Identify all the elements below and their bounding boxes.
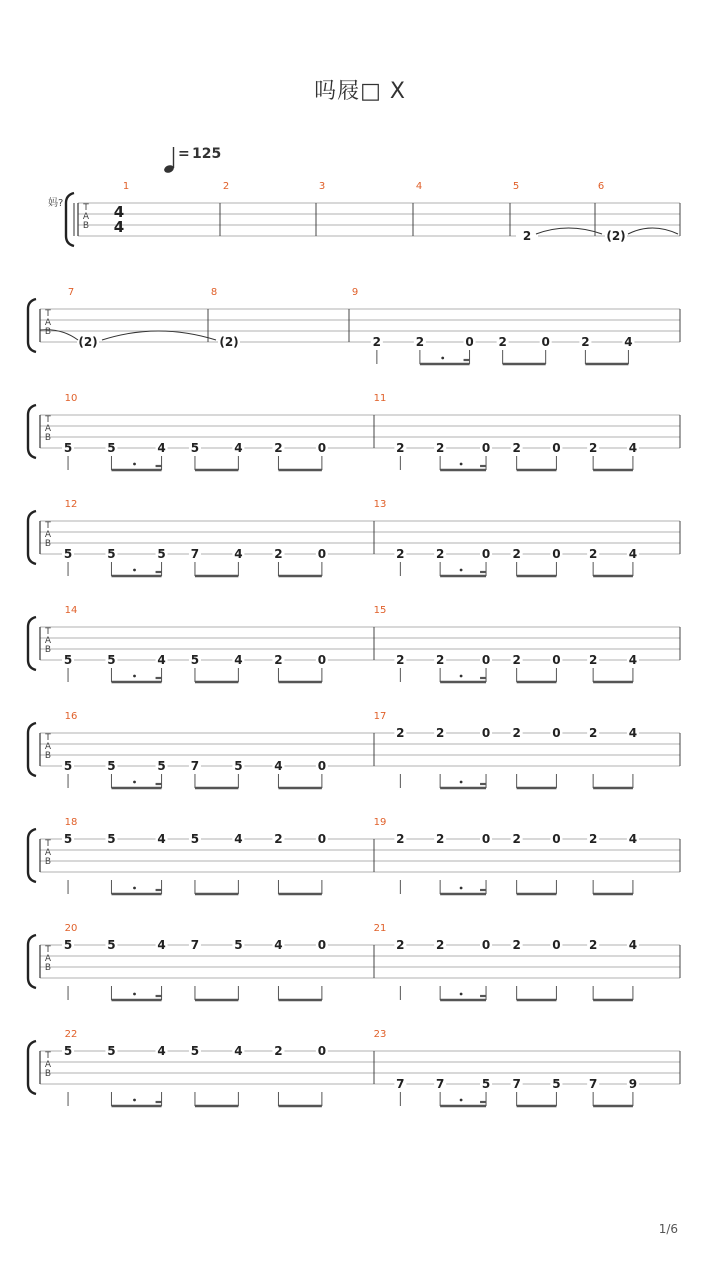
tab-fret-number: 0 xyxy=(317,759,327,773)
tab-fret-number: 2 xyxy=(435,653,445,667)
tempo-bpm: 125 xyxy=(192,146,222,162)
tab-clef-letter: B xyxy=(44,327,52,337)
tempo-equals: = xyxy=(178,146,190,162)
tab-fret-number: 5 xyxy=(63,759,73,773)
tab-clef-letter: T xyxy=(45,309,51,319)
tab-fret-number: 5 xyxy=(63,1044,73,1058)
tab-fret-number: 0 xyxy=(481,832,491,846)
tab-fret-number: 5 xyxy=(63,938,73,952)
tab-fret-number: 0 xyxy=(552,547,561,561)
tab-fret-number: 4 xyxy=(274,938,283,952)
tab-fret-number: 5 xyxy=(107,441,116,455)
tab-fret-number: 2 xyxy=(588,938,598,952)
rhythm-dot xyxy=(460,675,463,678)
tab-fret-number: 4 xyxy=(628,726,638,740)
measure-number: 16 xyxy=(64,711,78,722)
tab-clef-letter: T xyxy=(45,415,51,425)
tab-fret-number: 2 xyxy=(512,832,521,846)
rhythm-dot xyxy=(133,887,136,890)
measure-number: 7 xyxy=(67,287,75,298)
tab-fret-number: 2 xyxy=(274,832,283,846)
measure-number: 3 xyxy=(318,181,326,192)
tab-fret-number: 5 xyxy=(107,759,116,773)
tab-fret-number: 2 xyxy=(274,1044,283,1058)
tab-fret-number: 4 xyxy=(628,938,638,952)
measure-number: 6 xyxy=(597,181,605,192)
tab-fret-number: 0 xyxy=(481,653,491,667)
tab-fret-number: 2 xyxy=(435,832,445,846)
tab-fret-number: 0 xyxy=(317,832,327,846)
measure-number: 2 xyxy=(222,181,230,192)
tab-fret-number: 0 xyxy=(481,726,491,740)
tab-fret-number: 2 xyxy=(396,441,405,455)
tab-fret-number: 2 xyxy=(415,335,425,349)
rhythm-dot xyxy=(133,675,136,678)
rhythm-dot xyxy=(133,1099,136,1102)
tab-clef-letter: B xyxy=(44,433,52,443)
tab-fret-number: 0 xyxy=(552,441,561,455)
tab-fret-number: 9 xyxy=(628,1077,638,1091)
tab-fret-number: 4 xyxy=(157,441,166,455)
tab-fret-number: 2 xyxy=(512,726,521,740)
tab-clef-letter: B xyxy=(44,751,52,761)
tab-fret-number: 5 xyxy=(63,832,73,846)
tab-fret-number: 7 xyxy=(588,1077,598,1091)
tab-fret-number: 2 xyxy=(435,441,445,455)
tab-fret-number: 5 xyxy=(63,441,73,455)
measure-number: 11 xyxy=(373,393,387,404)
tab-clef-letter: A xyxy=(44,954,52,964)
tab-clef-letter: A xyxy=(44,318,52,328)
tab-fret-number: 2 xyxy=(396,547,405,561)
tab-fret-number: (2) xyxy=(606,229,626,243)
tab-fret-number: 2 xyxy=(396,653,405,667)
tab-fret-number: 2 xyxy=(588,653,598,667)
system-bracket xyxy=(28,511,36,564)
tab-fret-number: 5 xyxy=(107,832,116,846)
measure-number: 21 xyxy=(373,923,387,934)
tab-clef-letter: B xyxy=(44,963,52,973)
measure-number: 8 xyxy=(210,287,218,298)
system-bracket xyxy=(28,829,36,882)
measure-number: 23 xyxy=(373,1029,387,1040)
rhythm-dot xyxy=(460,781,463,784)
song-title: 吗屐□ X xyxy=(314,79,406,104)
tab-fret-number: 2 xyxy=(372,335,382,349)
tab-fret-number: 4 xyxy=(628,653,638,667)
tab-fret-number: 2 xyxy=(522,229,532,243)
tab-fret-number: 2 xyxy=(435,547,445,561)
system-bracket xyxy=(28,935,36,988)
tab-fret-number: 2 xyxy=(512,547,521,561)
tab-clef-letter: T xyxy=(45,839,51,849)
tab-fret-number: 5 xyxy=(481,1077,491,1091)
tab-fret-number: 2 xyxy=(512,441,521,455)
rhythm-dot xyxy=(133,569,136,572)
rhythm-dot xyxy=(133,993,136,996)
rhythm-dot xyxy=(441,357,444,360)
tab-fret-number: 5 xyxy=(190,441,200,455)
rhythm-dot xyxy=(460,463,463,466)
tab-fret-number: 0 xyxy=(481,441,491,455)
tab-clef-letter: T xyxy=(45,521,51,531)
tab-clef-letter: T xyxy=(45,945,51,955)
rhythm-dot xyxy=(133,781,136,784)
tab-fret-number: 5 xyxy=(234,759,243,773)
tab-fret-number: 0 xyxy=(552,726,561,740)
tab-fret-number: 4 xyxy=(234,547,243,561)
tab-clef-letter: B xyxy=(44,1069,52,1079)
measure-number: 1 xyxy=(122,181,130,192)
tab-fret-number: 4 xyxy=(157,938,166,952)
tab-clef-letter: T xyxy=(45,627,51,637)
tab-fret-number: 5 xyxy=(107,653,116,667)
tab-fret-number: 2 xyxy=(581,335,590,349)
tab-fret-number: 7 xyxy=(396,1077,405,1091)
tab-fret-number: 5 xyxy=(107,1044,116,1058)
tab-fret-number: 2 xyxy=(396,726,405,740)
tab-fret-number: 4 xyxy=(157,653,166,667)
tab-clef-letter: T xyxy=(45,733,51,743)
tab-clef-letter: T xyxy=(45,1051,51,1061)
system-bracket xyxy=(28,405,36,458)
tab-fret-number: 4 xyxy=(234,653,243,667)
rhythm-dot xyxy=(460,993,463,996)
tab-clef-letter: A xyxy=(82,212,90,222)
tab-fret-number: 0 xyxy=(552,832,561,846)
tab-clef-letter: B xyxy=(44,539,52,549)
tab-fret-number: (2) xyxy=(78,335,98,349)
tab-fret-number: 5 xyxy=(157,547,166,561)
measure-number: 5 xyxy=(512,181,520,192)
measure-number: 4 xyxy=(415,181,423,192)
tab-fret-number: 0 xyxy=(317,547,327,561)
measure-number: 13 xyxy=(373,499,387,510)
tab-clef-letter: A xyxy=(44,424,52,434)
rhythm-dot xyxy=(460,1099,463,1102)
tab-fret-number: 4 xyxy=(157,1044,166,1058)
tab-clef-letter: A xyxy=(44,636,52,646)
rhythm-dot xyxy=(460,569,463,572)
tab-fret-number: 0 xyxy=(317,441,327,455)
tab-fret-number: 5 xyxy=(190,832,200,846)
measure-number: 15 xyxy=(373,605,387,616)
tab-fret-number: 2 xyxy=(512,653,521,667)
tab-fret-number: 2 xyxy=(588,547,598,561)
measure-number: 14 xyxy=(64,605,78,616)
tab-fret-number: 2 xyxy=(274,547,283,561)
tab-fret-number: 7 xyxy=(435,1077,445,1091)
tab-fret-number: 4 xyxy=(628,832,638,846)
tab-fret-number: 4 xyxy=(628,547,638,561)
tab-fret-number: 4 xyxy=(624,335,633,349)
tab-clef-letter: A xyxy=(44,530,52,540)
tab-fret-number: 5 xyxy=(63,547,73,561)
measure-number: 18 xyxy=(64,817,78,828)
tab-clef-letter: B xyxy=(44,857,52,867)
page-number: 1/6 xyxy=(658,1222,678,1236)
tab-fret-number: 5 xyxy=(190,653,200,667)
tab-fret-number: 2 xyxy=(588,832,598,846)
tie-arc xyxy=(536,228,602,234)
track-name: 妈? xyxy=(48,198,64,209)
tab-fret-number: 5 xyxy=(234,938,243,952)
tab-fret-number: 0 xyxy=(481,547,491,561)
tab-clef-letter: A xyxy=(44,742,52,752)
system-bracket xyxy=(28,1041,36,1094)
tab-clef-letter: A xyxy=(44,848,52,858)
tab-fret-number: 7 xyxy=(190,938,200,952)
measure-number: 19 xyxy=(373,817,387,828)
tie-arc xyxy=(102,331,216,340)
tab-fret-number: 2 xyxy=(588,441,598,455)
tab-fret-number: 5 xyxy=(552,1077,561,1091)
tab-fret-number: 5 xyxy=(107,547,116,561)
tab-fret-number: 0 xyxy=(481,938,491,952)
time-signature-top: 4 xyxy=(113,203,125,221)
tab-fret-number: 0 xyxy=(317,1044,327,1058)
tab-fret-number: 5 xyxy=(190,1044,200,1058)
measure-number: 20 xyxy=(64,923,78,934)
tab-clef-letter: B xyxy=(44,645,52,655)
tab-fret-number: 2 xyxy=(274,441,283,455)
tab-fret-number: 7 xyxy=(512,1077,521,1091)
tab-fret-number: (2) xyxy=(219,335,239,349)
rhythm-dot xyxy=(133,463,136,466)
tab-fret-number: 4 xyxy=(234,441,243,455)
tab-fret-number: 2 xyxy=(396,832,405,846)
measure-number: 22 xyxy=(64,1029,78,1040)
tab-clef-letter: A xyxy=(44,1060,52,1070)
system-bracket xyxy=(28,617,36,670)
tab-fret-number: 4 xyxy=(234,832,243,846)
tab-fret-number: 5 xyxy=(157,759,166,773)
tab-fret-number: 5 xyxy=(107,938,116,952)
tab-fret-number: 2 xyxy=(512,938,521,952)
tab-fret-number: 2 xyxy=(396,938,405,952)
tab-fret-number: 4 xyxy=(157,832,166,846)
tab-fret-number: 2 xyxy=(274,653,283,667)
measure-number: 17 xyxy=(373,711,387,722)
rhythm-dot xyxy=(460,887,463,890)
tab-fret-number: 0 xyxy=(552,938,561,952)
tab-fret-number: 0 xyxy=(465,335,474,349)
tab-fret-number: 2 xyxy=(435,938,445,952)
tab-fret-number: 0 xyxy=(541,335,550,349)
tab-fret-number: 5 xyxy=(63,653,73,667)
tie-arc xyxy=(628,228,678,234)
tab-clef-letter: T xyxy=(83,203,89,213)
time-signature-bottom: 4 xyxy=(113,218,125,236)
tab-fret-number: 4 xyxy=(234,1044,243,1058)
measure-number: 12 xyxy=(64,499,78,510)
tab-clef-letter: B xyxy=(82,221,90,231)
tab-fret-number: 7 xyxy=(190,547,200,561)
tab-fret-number: 2 xyxy=(588,726,598,740)
measure-number: 9 xyxy=(351,287,359,298)
tab-fret-number: 0 xyxy=(317,653,327,667)
tab-fret-number: 2 xyxy=(498,335,507,349)
system-bracket xyxy=(28,299,36,352)
tab-fret-number: 0 xyxy=(552,653,561,667)
tab-fret-number: 7 xyxy=(190,759,200,773)
tab-fret-number: 2 xyxy=(435,726,445,740)
measure-number: 10 xyxy=(64,393,78,404)
tab-fret-number: 0 xyxy=(317,938,327,952)
tab-fret-number: 4 xyxy=(628,441,638,455)
system-bracket xyxy=(28,723,36,776)
tab-fret-number: 4 xyxy=(274,759,283,773)
system-bracket xyxy=(66,193,74,246)
